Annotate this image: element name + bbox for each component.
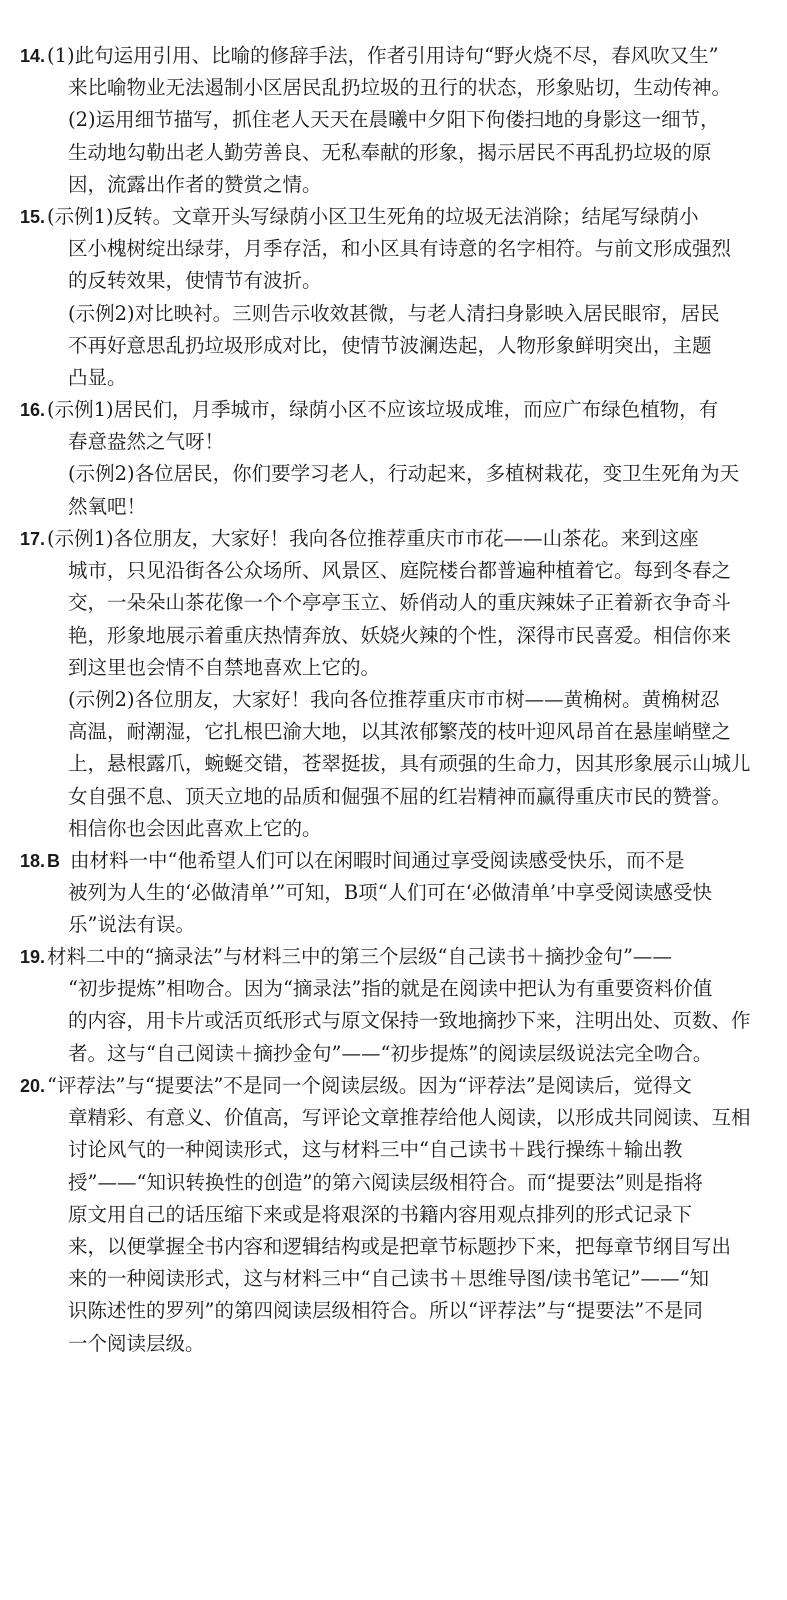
answer-line: 者。这与“自己阅读＋摘抄金句”——“初步提炼”的阅读层级说法完全吻合。 xyxy=(68,1041,713,1065)
answer-line: 春意盎然之气呀！ xyxy=(68,430,225,454)
answer-line: (1)此句运用引用、比喻的修辞手法，作者引用诗句“野火烧不尽，春风吹又生” xyxy=(47,44,719,67)
answer-line: “评荐法”与“提要法”不是同一个阅读层级。因为“评荐法”是阅读后，觉得文 xyxy=(47,1074,692,1097)
question-number: 16. xyxy=(20,400,46,420)
question-14 xyxy=(20,40,770,201)
answer-line: (2)运用细节描写，抓住老人天天在晨曦中夕阳下佝偻扫地的身影这一细节， xyxy=(68,108,720,132)
answer-line: 来，以便掌握全书内容和逻辑结构或是把章节标题抄下来，把每章节纲目写出 xyxy=(68,1235,732,1259)
answer-line: 不再好意思乱扔垃圾形成对比，使情节波澜迭起，人物形象鲜明突出，主题 xyxy=(68,333,712,357)
answer-line: 材料二中的“摘录法”与材料三中的第三个层级“自己读书＋摘抄金句”—— xyxy=(47,945,672,968)
answer-line: 女自强不息、顶天立地的品质和倔强不屈的红岩精神而赢得重庆市民的赞誉。 xyxy=(68,784,732,808)
answer-line: (示例1)各位朋友，大家好！我向各位推荐重庆市市花——山茶花。来到这座 xyxy=(47,527,699,550)
answer-line: 来比喻物业无法遏制小区居民乱扔垃圾的丑行的状态，形象贴切，生动传神。 xyxy=(68,76,732,100)
answer-line: 识陈述性的罗列”的第四阅读层级相符合。所以“评荐法”与“提要法”不是同 xyxy=(68,1299,703,1323)
answer-line: 讨论风气的一种阅读形式，这与材料三中“自己读书＋践行操练＋输出教 xyxy=(68,1138,683,1162)
answer-line: 到这里也会情不自禁地喜欢上它的。 xyxy=(68,655,381,679)
answer-line: 授”——“知识转换性的创造”的第六阅读层级相符合。而“提要法”则是指将 xyxy=(68,1170,703,1194)
answer-line: (示例1)居民们，月季城市，绿荫小区不应该垃圾成堆，而应广布绿色植物，有 xyxy=(47,398,719,421)
answer-line: (示例2)各位居民，你们要学习老人，行动起来，多植树栽花，变卫生死角为天 xyxy=(68,462,740,486)
question-15 xyxy=(20,201,770,394)
answer-line: “初步提炼”相吻合。因为“摘录法”指的就是在阅读中把认为有重要资料价值 xyxy=(68,977,713,1001)
question-19 xyxy=(20,941,770,1070)
answer-line: 的内容，用卡片或活页纸形式与原文保持一致地摘抄下来，注明出处、页数、作 xyxy=(68,1009,751,1033)
question-number: 15. xyxy=(20,207,46,227)
answer-line: 城市，只见沿街各公众场所、风景区、庭院楼台都普遍种植着它。每到冬春之 xyxy=(68,559,732,583)
question-16 xyxy=(20,394,770,523)
question-number: 19. xyxy=(20,947,46,967)
answer-line: 艳，形象地展示着重庆热情奔放、妖娆火辣的个性，深得市民喜爱。相信你来 xyxy=(68,623,732,647)
question-number: 17. xyxy=(20,529,46,549)
choice-answer: B xyxy=(47,851,61,871)
answer-line: 因，流露出作者的赞赏之情。 xyxy=(68,172,322,196)
answer-line: 区小槐树绽出绿芽，月季存活，和小区具有诗意的名字相符。与前文形成强烈 xyxy=(68,237,732,261)
answer-line: (示例2)对比映衬。三则告示收效甚微，与老人清扫身影映入居民眼帘，居民 xyxy=(68,301,720,325)
answer-line: 由材料一中“他希望人们可以在闲暇时间通过享受阅读感受快乐，而不是 xyxy=(70,849,685,872)
question-18 xyxy=(20,845,770,942)
answer-line: 乐”说法有误。 xyxy=(68,913,195,937)
answer-line: 凸显。 xyxy=(68,366,127,390)
answer-line: 交，一朵朵山茶花像一个个亭亭玉立、娇俏动人的重庆辣妹子正着新衣争奇斗 xyxy=(68,591,732,615)
answer-line: 高温，耐潮湿，它扎根巴渝大地，以其浓郁繁茂的枝叶迎风昂首在悬崖峭壁之 xyxy=(68,720,732,744)
answer-line: (示例2)各位朋友，大家好！我向各位推荐重庆市市树——黄桷树。黄桷树忍 xyxy=(68,688,720,712)
question-number: 20. xyxy=(20,1076,46,1096)
answer-line: 生动地勾勒出老人勤劳善良、无私奉献的形象，揭示居民不再乱扔垃圾的原 xyxy=(68,140,712,164)
question-17 xyxy=(20,523,770,845)
answer-line: 上，悬根露爪，蜿蜒交错，苍翠挺拔，具有顽强的生命力，因其形象展示山城儿 xyxy=(68,752,751,776)
answer-line: 然氧吧！ xyxy=(68,494,147,518)
answer-line: 相信你也会因此喜欢上它的。 xyxy=(68,816,322,840)
answer-line: (示例1)反转。文章开头写绿荫小区卫生死角的垃圾无法消除；结尾写绿荫小 xyxy=(47,205,699,228)
answer-line: 的反转效果，使情节有波折。 xyxy=(68,269,322,293)
answer-line: 来的一种阅读形式，这与材料三中“自己读书＋思维导图/读书笔记”——“知 xyxy=(68,1267,709,1291)
answer-line: 章精彩、有意义、价值高，写评论文章推荐给他人阅读，以形成共同阅读、互相 xyxy=(68,1106,751,1130)
question-number: 14. xyxy=(20,46,46,66)
answer-line: 原文用自己的话压缩下来或是将艰深的书籍内容用观点排列的形式记录下 xyxy=(68,1202,693,1226)
question-number: 18. xyxy=(20,851,46,871)
question-20 xyxy=(20,1070,770,1360)
answer-line: 一个阅读层级。 xyxy=(68,1331,205,1355)
answer-line: 被列为人生的‘必做清单’”可知，B项“人们可在‘必做清单’中享受阅读感受快 xyxy=(68,881,713,905)
